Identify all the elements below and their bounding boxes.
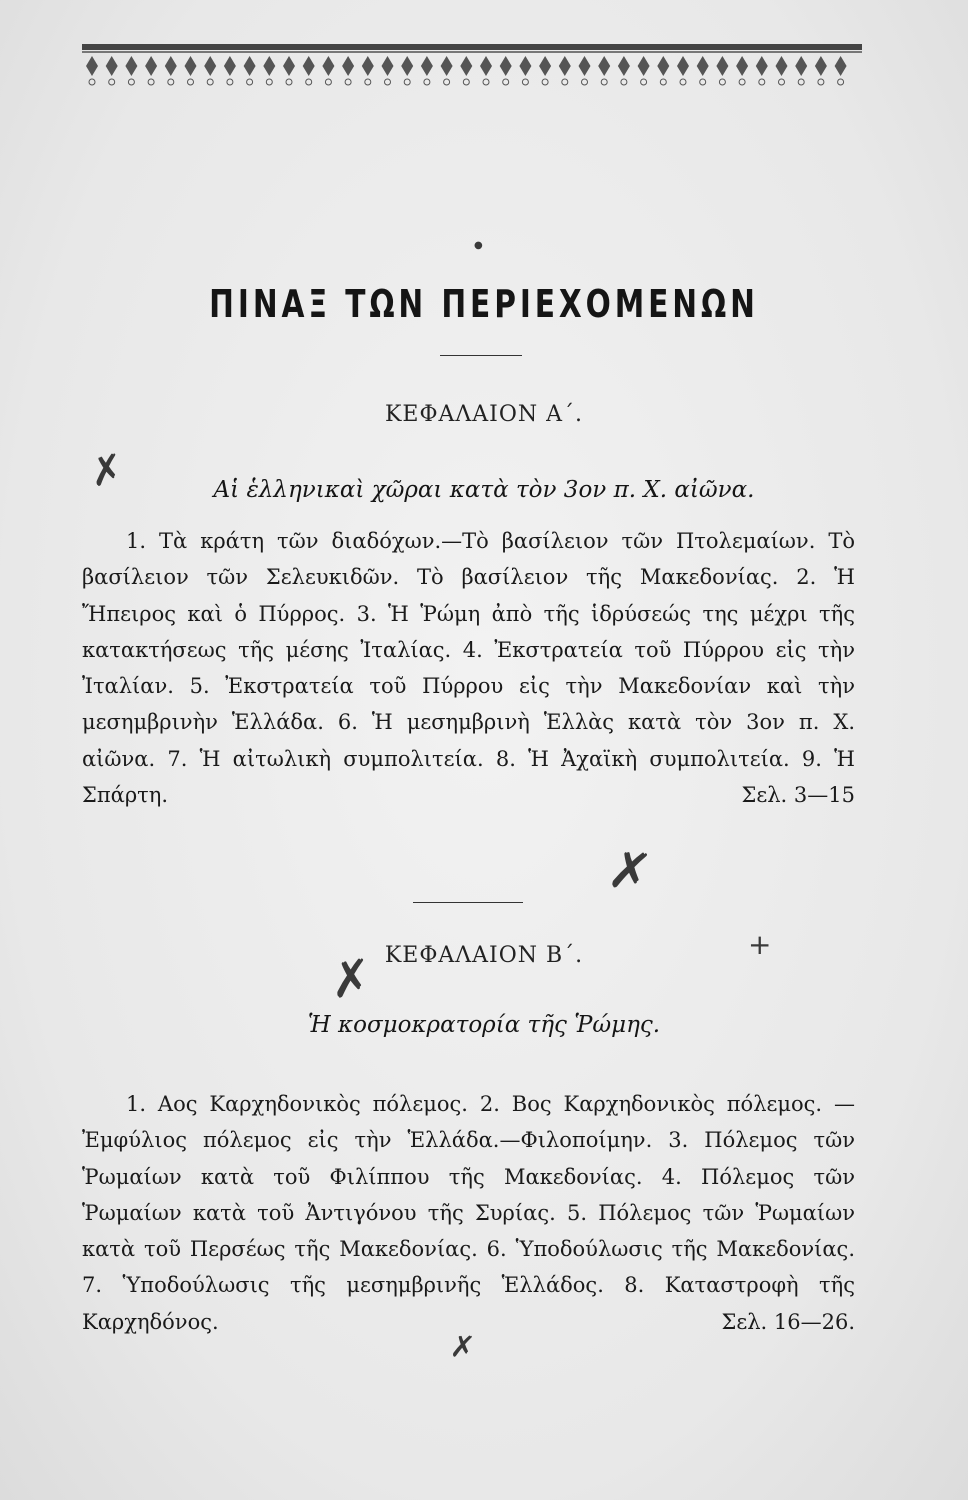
ornament-ring [700,79,706,85]
ornament-diamond [500,56,512,76]
chapter-a-contents-text: 1. Τὰ κράτη τῶν διαδόχων.—Τὸ βασίλειον τῶν Πτολεμαίων. Τὸ βασίλειον τῶν Σελευκιδῶν. Τὸ βασίλειον τῆς Μακεδονίας. 2. Ἡ Ἤπειρος καὶ ὁ Πύρρος. 3. Ἡ Ῥώμη ἀπὸ τῆς ἱδρύσεώς της μέχρι τῆς κατακτήσεως τῆς μέσης Ἰταλίας. 4. Ἐκστρατεία τοῦ Πύρρου εἰς τὴν Ἰταλίαν. 5. Ἐκστρατεία τοῦ Πύρρου εἰς τὴν Μακεδονίαν καὶ τὴν μεσημβρινὴν Ἑλλάδα. 6. Ἡ μεσημβρινὴ Ἑλλὰς κατὰ τὸν 3ον π. Χ. αἰῶνα. 7. Ἡ αἰτωλικὴ συμπολιτεία. 8. Ἡ Ἀχαϊκὴ συμπολιτεία. 9. Ἡ Σπάρτη. [82,529,855,808]
chapter-divider [413,902,523,903]
pencil-cross-mark: ✗ [604,839,656,905]
ornament-diamond [204,56,216,76]
ornament-ring [522,79,528,85]
ornament-diamond [441,56,453,76]
chapter-b-contents [82,1086,855,1340]
ornament-diamond [519,56,531,76]
pencil-cross-mark: ✗ [448,1329,477,1366]
ornament-ring [779,79,785,85]
chapter-b-pages: Σελ. 16—26. [721,1309,855,1334]
ornament-diamond [283,56,295,76]
ornament-ring [424,79,430,85]
ornament-ring [562,79,568,85]
ornament-diamond [224,56,236,76]
ornament-diamond [815,56,827,76]
ornament-ring [444,79,450,85]
ornament-diamond [559,56,571,76]
ornament-diamond [362,56,374,76]
ornament-ring [266,79,272,85]
pencil-plus-mark: + [748,928,772,961]
ornament-ring [247,79,253,85]
ornament-ring [838,79,844,85]
ornament-ring [719,79,725,85]
ornament-ring [168,79,174,85]
ornament-diamond [657,56,669,76]
chapter-a-contents [82,523,855,813]
ornament-ring [148,79,154,85]
ornament-diamond [697,56,709,76]
ornament-diamond [598,56,610,76]
ornament-ring [621,79,627,85]
ornament-diamond [165,56,177,76]
ornament-diamond [716,56,728,76]
ornament-ring [798,79,804,85]
pencil-cross-mark: ✗ [86,445,128,497]
ornament-diamond [342,56,354,76]
ornament-diamond [736,56,748,76]
chapter-b-heading: ΚΕΦΑΛΑΙΟΝ Β΄. [384,943,584,968]
ornament-diamond [244,56,256,76]
title-divider [440,355,522,356]
ornament-diamond [795,56,807,76]
ornament-ring [188,79,194,85]
ornament-ring [601,79,607,85]
ornament-diamond [322,56,334,76]
decorative-border-ornament [82,40,862,92]
chapter-a-pages: Σελ. 3—15 [741,783,855,808]
chapter-a-heading: ΚΕΦΑΛΑΙΟΝ Α΄. [384,402,584,427]
ornament-ring [503,79,509,85]
ornament-ring [89,79,95,85]
ornament-ring [404,79,410,85]
ornament-ring [818,79,824,85]
ornament-ring [109,79,115,85]
chapter-b-subtitle: Ἡ κοσμοκρατορία τῆς Ῥώμης. [307,1012,661,1038]
ornament-ring [325,79,331,85]
chapter-b-contents-text: 1. Αος Καρχηδονικὸς πόλεμος. 2. Βος Καρχηδονικὸς πόλεμος. —Ἐμφύλιος πόλεμος εἰς τὴν Ἑλλάδα.—Φιλοποίμην. 3. Πόλεμος τῶν Ῥωμαίων κατὰ τοῦ Φιλίππου τῆς Μακεδονίας. 4. Πόλεμος τῶν Ῥωμαίων κατὰ τοῦ Ἀντιγόνου τῆς Συρίας. 5. Πόλεμος τῶν Ῥωμαίων κατὰ τοῦ Περσέως τῆς Μακεδονίας. 6. Ὑποδούλωσις τῆς Μακεδονίας. 7. Ὑποδούλωσις τῆς μεσημβρινῆς Ἑλλάδος. 8. Καταστροφὴ τῆς Καρχηδόνος. [82,1092,855,1334]
ornament-diamond [579,56,591,76]
ornament-diamond [382,56,394,76]
ornament-ring [365,79,371,85]
ornament-diamond [776,56,788,76]
ornament-ring [286,79,292,85]
ornament-diamond [145,56,157,76]
ornament-diamond [185,56,197,76]
ornament-diamond [106,56,118,76]
ornament-diamond [480,56,492,76]
pencil-cross-mark: ✗ [327,947,375,1011]
page-title: ΠΙΝΑΞ ΤΩΝ ΠΕΡΙΕΧΟΜΕΝΩΝ [209,282,759,326]
ornament-ring [227,79,233,85]
ornament-diamond [835,56,847,76]
ornament-ring [345,79,351,85]
ornament-diamond [460,56,472,76]
ornament-diamond [125,56,137,76]
ink-dot: ● [474,240,483,251]
ornament-ring [483,79,489,85]
ornament-ring [463,79,469,85]
ornament-ring [207,79,213,85]
ornament-ring [582,79,588,85]
ornament-diamond [539,56,551,76]
ornament-diamond [401,56,413,76]
ornament-diamond [638,56,650,76]
ornament-ring [660,79,666,85]
ornament-diamond [303,56,315,76]
ornament-diamond [756,56,768,76]
ornament-diamond [677,56,689,76]
ornament-ring [759,79,765,85]
ornament-ring [306,79,312,85]
ornament-diamond [618,56,630,76]
ornament-ring [542,79,548,85]
ornament-ring [641,79,647,85]
ornament-diamond [263,56,275,76]
ornament-ring [680,79,686,85]
ornament-ring [128,79,134,85]
chapter-a-subtitle: Αἱ ἑλληνικαὶ χῶραι κατὰ τὸν 3ον π. Χ. αἰῶνα. [213,477,755,503]
ornament-diamond [421,56,433,76]
ornament-ring [385,79,391,85]
ornament-ring [739,79,745,85]
ornament-diamond [86,56,98,76]
